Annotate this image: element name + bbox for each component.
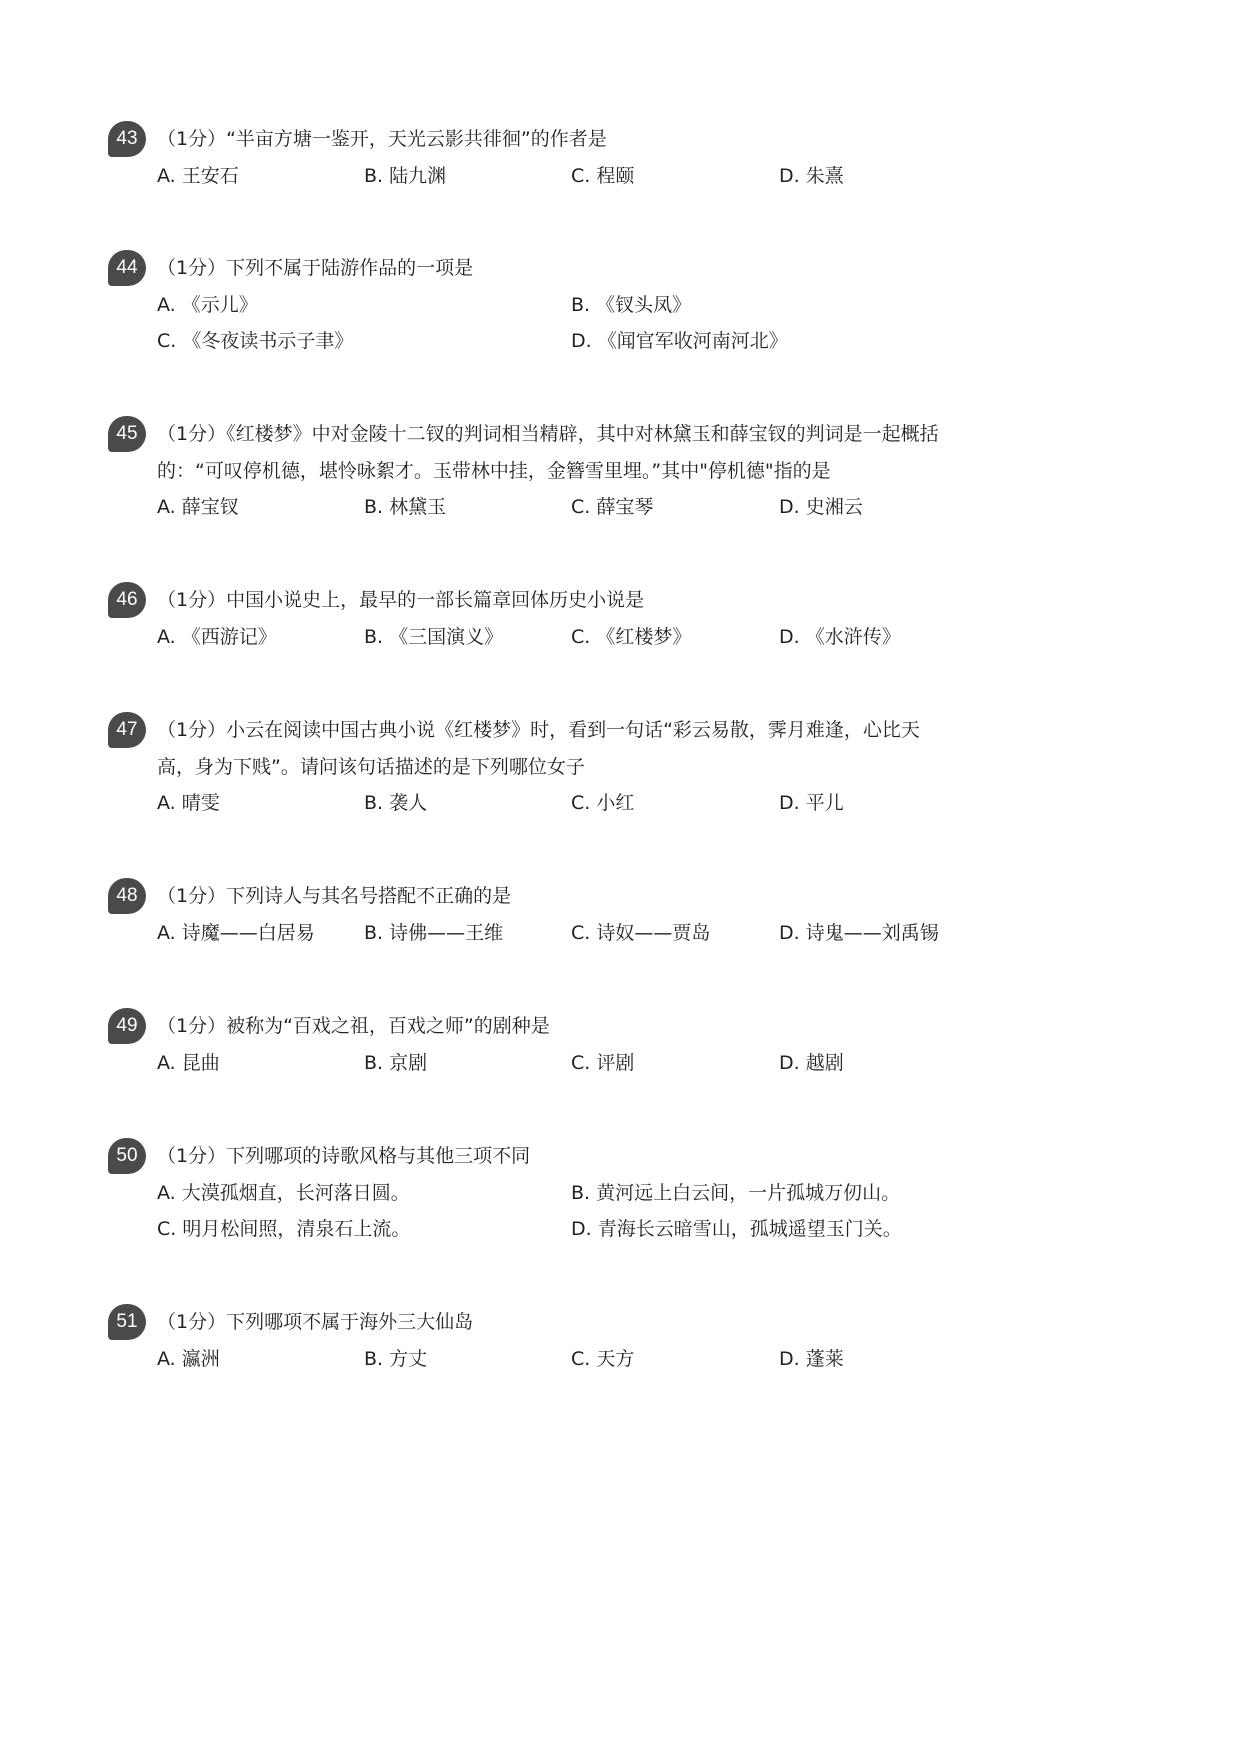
question-stem: （1分）下列不属于陆游作品的一项是 xyxy=(157,257,474,279)
answer-option: B. 《三国演义》 xyxy=(364,625,504,648)
answer-option: D. 《闻官军收河南河北》 xyxy=(571,330,788,352)
answer-option: B. 袭人 xyxy=(364,792,428,814)
answer-option: D. 青海长云暗雪山，孤城遥望玉门关。 xyxy=(571,1218,902,1240)
answer-option: A. 王安石 xyxy=(157,164,239,187)
answer-option: A. 昆曲 xyxy=(157,1051,220,1074)
answer-option: C. 薛宝琴 xyxy=(571,496,654,518)
question-number-badge: 45 xyxy=(108,416,146,452)
answer-option: D. 越剧 xyxy=(779,1051,844,1074)
answer-option: D. 诗鬼——刘禹锡 xyxy=(779,921,939,944)
question-number-badge: 47 xyxy=(108,712,146,748)
question-stem: （1分）下列诗人与其名号搭配不正确的是 xyxy=(157,885,512,907)
question-number-badge: 48 xyxy=(108,878,146,914)
answer-option: D. 史湘云 xyxy=(779,496,863,518)
question-stem: 的：“可叹停机德，堪怜咏絮才。玉带林中挂，金簪雪里埋。”其中"停机德"指的是 xyxy=(157,459,831,482)
question-stem: （1分）被称为“百戏之祖，百戏之师”的剧种是 xyxy=(157,1015,550,1037)
answer-option: C. 评剧 xyxy=(571,1051,635,1074)
answer-option: C. 小红 xyxy=(571,792,635,814)
answer-option: A. 诗魔——白居易 xyxy=(157,921,315,944)
answer-option: B. 林黛玉 xyxy=(364,496,447,518)
answer-option: B. 陆九渊 xyxy=(364,164,447,187)
answer-option: C. 《冬夜读书示子聿》 xyxy=(157,330,354,352)
question-stem: （1分）下列哪项的诗歌风格与其他三项不同 xyxy=(157,1145,531,1167)
question-number-badge: 49 xyxy=(108,1008,146,1044)
answer-option: A. 《示儿》 xyxy=(157,293,258,316)
question-number-badge: 50 xyxy=(108,1138,146,1174)
answer-option: D. 朱熹 xyxy=(779,164,844,187)
answer-option: A. 晴雯 xyxy=(157,792,220,814)
question-stem: （1分）《红楼梦》中对金陵十二钗的判词相当精辟，其中对林黛玉和薛宝钗的判词是一起概括 xyxy=(157,423,939,445)
answer-option: B. 黄河远上白云间，一片孤城万仞山。 xyxy=(571,1181,901,1204)
answer-option: C. 天方 xyxy=(571,1347,635,1370)
question-number-badge: 46 xyxy=(108,582,146,618)
question-number-badge: 51 xyxy=(108,1304,146,1340)
question-stem: （1分）中国小说史上，最早的一部长篇章回体历史小说是 xyxy=(157,589,645,611)
answer-option: B. 方丈 xyxy=(364,1347,428,1370)
question-stem: （1分）下列哪项不属于海外三大仙岛 xyxy=(157,1311,474,1333)
question-number-badge: 43 xyxy=(108,121,146,157)
answer-option: C. 明月松间照，清泉石上流。 xyxy=(157,1218,411,1240)
answer-option: D. 平儿 xyxy=(779,792,844,814)
question-stem: （1分）小云在阅读中国古典小说《红楼梦》时，看到一句话“彩云易散，霁月难逢，心比天 xyxy=(157,719,920,741)
question-stem: 高，身为下贱”。请问该句话描述的是下列哪位女子 xyxy=(157,755,585,778)
answer-option: A. 瀛洲 xyxy=(157,1347,220,1370)
answer-option: A. 薛宝钗 xyxy=(157,496,239,518)
question-number-badge: 44 xyxy=(108,250,146,286)
answer-option: C. 《红楼梦》 xyxy=(571,625,692,648)
answer-option: C. 程颐 xyxy=(571,164,635,187)
answer-option: D. 蓬莱 xyxy=(779,1347,844,1370)
answer-option: C. 诗奴——贾岛 xyxy=(571,921,711,944)
answer-option: B. 诗佛——王维 xyxy=(364,921,504,944)
question-stem: （1分）“半亩方塘一鉴开，天光云影共徘徊”的作者是 xyxy=(157,128,607,150)
answer-option: B. 京剧 xyxy=(364,1051,428,1074)
answer-option: A. 大漠孤烟直，长河落日圆。 xyxy=(157,1181,410,1204)
answer-option: D. 《水浒传》 xyxy=(779,625,901,648)
answer-option: B. 《钗头凤》 xyxy=(571,293,692,316)
answer-option: A. 《西游记》 xyxy=(157,625,277,648)
